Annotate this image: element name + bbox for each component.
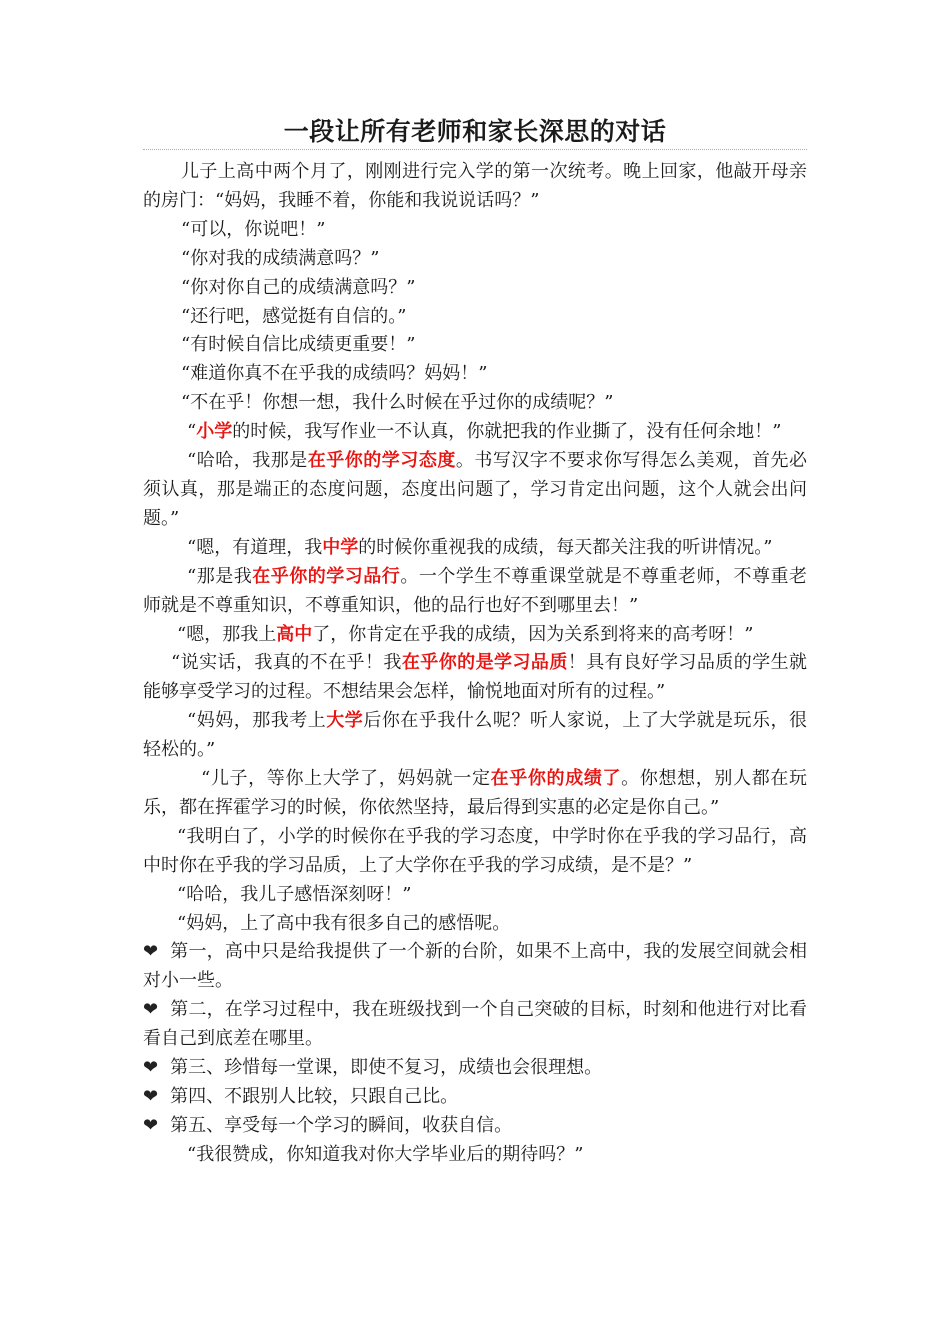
list-item [143, 1054, 807, 1083]
text-run: “那是我 [187, 565, 253, 587]
text-run: 。一个学生不尊重课堂就是不尊重老师，不尊重老师就是不尊重知识，不尊重知识，他的品行也好不到哪里去！” [143, 565, 808, 616]
paragraph [143, 621, 807, 650]
highlight-text: 中学 [322, 536, 359, 558]
text-run: “儿子，等你上大学了，妈妈就一定 [201, 768, 491, 790]
paragraph: “可以，你说吧！” [181, 218, 326, 240]
highlight-text: 小学 [196, 421, 233, 443]
document-title: 一段让所有老师和家长深思的对话 [283, 117, 667, 146]
paragraph [143, 765, 807, 823]
heart-icon: ❤ [143, 1086, 159, 1107]
text-run: “哈哈，我那是 [187, 450, 308, 472]
list-item-text: 第二，在学习过程中，我在班级找到一个自己突破的目标，时刻和他进行对比看看自己到底差在哪里。 [143, 999, 807, 1050]
highlight-text: 在乎你的学习品行 [252, 565, 401, 587]
heart-icon: ❤ [143, 999, 159, 1021]
text-run: 的时候，我写作业一不认真，你就把我的作业撕了，没有任何余地！” [232, 421, 782, 443]
paragraph [143, 649, 807, 707]
list-item [143, 1112, 807, 1141]
text-run: ！具有良好学习品质的学生就能够享受学习的过程。不想结果会怎样，愉悦地面对所有的过程。” [143, 652, 808, 703]
paragraph: “妈妈，上了高中我有很多自己的感悟呢。 [177, 912, 511, 934]
list-item-text: 第三、珍惜每一堂课，即使不复习，成绩也会很理想。 [170, 1057, 603, 1079]
paragraph: “还行吧，感觉挺有自信的。” [181, 305, 407, 327]
highlight-text: 大学 [326, 710, 364, 732]
paragraph: “我明白了，小学的时候你在乎我的学习态度，中学时你在乎我的学习品行，高中时你在乎我的学习品质，上了大学你在乎我的学习成绩，是不是？” [143, 825, 807, 876]
heart-icon: ❤ [143, 1114, 159, 1136]
text-run: “说实话，我真的不在乎！我 [171, 652, 402, 674]
list-item [143, 938, 807, 996]
paragraph: “不在乎！你想一想，我什么时候在乎过你的成绩呢？” [181, 392, 614, 414]
text-run: “妈妈，那我考上 [187, 710, 327, 732]
text-run: 。你想想，别人都在玩乐，都在挥霍学习的时候，你依然坚持，最后得到实惠的必定是你自己。” [143, 768, 808, 818]
paragraph: 儿子上高中两个月了，刚刚进行完入学的第一次统考。晚上回家，他敲开母亲的房门：“妈妈，我睡不着，你能和我说说话吗？” [143, 161, 807, 211]
heart-icon: ❤ [143, 1057, 159, 1079]
list-item-text: 第四、不跟别人比较，只跟自己比。 [170, 1086, 459, 1107]
list-item [143, 996, 807, 1054]
paragraph [143, 418, 807, 447]
paragraph: “难道你真不在乎我的成绩吗？妈妈！” [181, 363, 488, 385]
text-run: 了，你肯定在乎我的成绩，因为关系到将来的高考呀！” [312, 623, 754, 645]
highlight-text: 在乎你的学习态度 [307, 450, 456, 472]
text-run: 。书写汉字不要求你写得怎么美观，首先必须认真，那是端正的态度问题，态度出问题了，学习肯定出问题，这个人就会出问题。” [143, 450, 808, 529]
paragraph: “有时候自信比成绩更重要！” [181, 334, 416, 356]
document-page [143, 115, 807, 1170]
list-item-text: 第五、享受每一个学习的瞬间，收获自信。 [170, 1114, 513, 1136]
paragraph [143, 534, 807, 563]
title-divider [143, 149, 807, 150]
heart-icon: ❤ [143, 941, 159, 963]
paragraph: “我很赞成，你知道我对你大学毕业后的期待吗？” [187, 1143, 584, 1165]
paragraph [143, 563, 807, 621]
paragraph: “你对你自己的成绩满意吗？” [181, 276, 416, 298]
list-item [143, 1083, 807, 1112]
text-run: 的时候你重视我的成绩，每天都关注我的听讲情况。” [358, 536, 773, 558]
paragraph [143, 707, 807, 765]
text-run: “嗯，有道理，我 [187, 536, 323, 558]
list-item-text: 第一，高中只是给我提供了一个新的台阶，如果不上高中，我的发展空间就会相对小一些。 [143, 941, 807, 992]
highlight-text: 在乎你的是学习品质 [401, 652, 568, 674]
paragraph: “你对我的成绩满意吗？” [181, 247, 380, 269]
highlight-text: 在乎你的成绩了 [490, 768, 622, 790]
text-run: “ [187, 421, 197, 443]
paragraph: “哈哈，我儿子感悟深刻呀！” [177, 883, 412, 905]
text-run: 后你在乎我什么呢？听人家说，上了大学就是玩乐，很轻松的。” [143, 710, 808, 761]
text-run: “嗯，那我上 [177, 623, 277, 645]
paragraph [143, 447, 807, 534]
highlight-text: 高中 [276, 623, 313, 645]
